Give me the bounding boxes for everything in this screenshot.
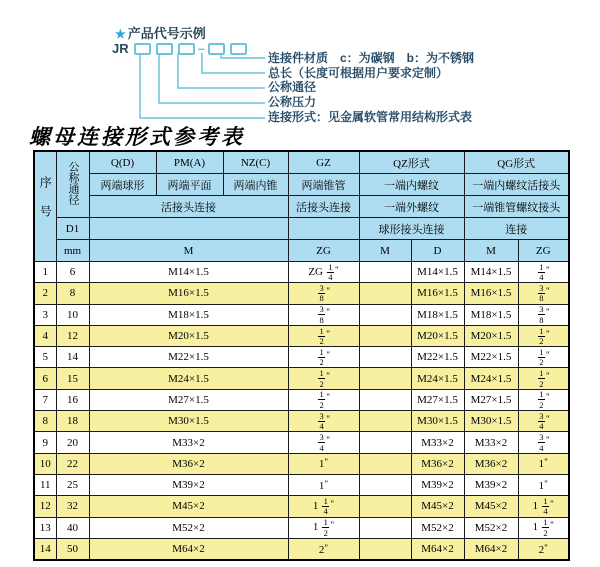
cell-m-thread: M45×2 (89, 496, 288, 517)
cell-qg-m: M14×1.5 (464, 262, 518, 283)
cell-qz-d: M16×1.5 (411, 283, 464, 304)
table-row (34, 453, 569, 474)
header-nominal-diameter: 公称通径 (56, 151, 89, 218)
cell-qg-zg: 1" (518, 474, 569, 495)
cell-qz-m (359, 283, 411, 304)
header-qd-sub: 两端球形 (89, 174, 156, 196)
header-mm: mm (56, 240, 89, 262)
code-prefix: JR (112, 41, 129, 56)
cell-gz-zg: ZG $\frac{1}{4}$ " (288, 262, 359, 283)
cell-mm: 8 (56, 283, 89, 304)
cell-qz-m (359, 304, 411, 325)
cell-qz-d: M20×1.5 (411, 325, 464, 346)
cell-qz-m (359, 411, 411, 432)
table-row (34, 283, 569, 304)
header-empty-gz (288, 218, 359, 240)
code-box-2 (156, 43, 173, 55)
cell-qg-m: M30×1.5 (464, 411, 518, 432)
cell-qg-zg: 1 $\frac{1}{2}$ " (518, 517, 569, 538)
table-row (34, 347, 569, 368)
cell-qz-m (359, 453, 411, 474)
cell-qg-m: M24×1.5 (464, 368, 518, 389)
cell-qz-d: M33×2 (411, 432, 464, 453)
callout-diameter: 公称通径 (268, 80, 317, 95)
cell-m-thread: M16×1.5 (89, 283, 288, 304)
cell-qz-m (359, 474, 411, 495)
cell-serial: 13 (34, 517, 56, 538)
cell-qz-m (359, 347, 411, 368)
cell-serial: 2 (34, 283, 56, 304)
example-label (115, 23, 206, 42)
header-ball-joint: 球形接头连接 (359, 218, 464, 240)
cell-qz-m (359, 389, 411, 410)
cell-serial: 4 (34, 325, 56, 346)
page-title: 螺母连接形式参考表 (29, 125, 245, 149)
cell-qg-m: M27×1.5 (464, 389, 518, 410)
callout-connection: 连接形式：见金属软管常用结构形式表 (268, 109, 473, 124)
cell-serial: 3 (34, 304, 56, 325)
reference-table (33, 150, 570, 561)
header-zg: ZG (288, 240, 359, 262)
cell-qg-m: M33×2 (464, 432, 518, 453)
cell-qg-m: M18×1.5 (464, 304, 518, 325)
callout-pressure: 公称压力 (268, 95, 317, 110)
header-qz-external: 一端外螺纹 (359, 196, 464, 218)
header-serial-no: 序号 (34, 151, 56, 262)
cell-qg-zg: 1" (518, 453, 569, 474)
cell-qg-zg: $\frac{1}{2}$ " (518, 325, 569, 346)
header-col-qz: QZ形式 (359, 151, 464, 174)
code-boxes (112, 41, 247, 56)
header-qz-d: D (411, 240, 464, 262)
cell-gz-zg: $\frac{3}{4}$ " (288, 432, 359, 453)
cell-m-thread: M39×2 (89, 474, 288, 495)
cell-gz-zg: 1" (288, 474, 359, 495)
cell-mm: 25 (56, 474, 89, 495)
cell-mm: 18 (56, 411, 89, 432)
cell-mm: 14 (56, 347, 89, 368)
cell-qg-m: M16×1.5 (464, 283, 518, 304)
cell-gz-zg: $\frac{3}{8}$ " (288, 283, 359, 304)
cell-mm: 16 (56, 389, 89, 410)
cell-gz-zg: 1 $\frac{1}{4}$ " (288, 496, 359, 517)
cell-serial: 8 (34, 411, 56, 432)
cell-qg-zg: $\frac{1}{2}$ " (518, 368, 569, 389)
cell-qg-zg: $\frac{3}{8}$ " (518, 304, 569, 325)
cell-qz-d: M18×1.5 (411, 304, 464, 325)
cell-qg-m: M52×2 (464, 517, 518, 538)
header-m-merged: M (89, 240, 288, 262)
cell-qz-m (359, 538, 411, 560)
cell-qz-d: M39×2 (411, 474, 464, 495)
table-row (34, 517, 569, 538)
example-label-text: 产品代号示例 (127, 26, 206, 41)
cell-mm: 15 (56, 368, 89, 389)
cell-qz-m (359, 517, 411, 538)
star-icon: ★ (115, 27, 126, 41)
cell-mm: 6 (56, 262, 89, 283)
callout-labels (268, 51, 474, 124)
cell-serial: 6 (34, 368, 56, 389)
header-nzc-sub: 两端内锥 (223, 174, 288, 196)
cell-gz-zg: $\frac{1}{2}$ " (288, 325, 359, 346)
cell-m-thread: M24×1.5 (89, 368, 288, 389)
cell-qz-d: M52×2 (411, 517, 464, 538)
header-col-nzc: NZ(C) (223, 151, 288, 174)
table-row (34, 262, 569, 283)
cell-qg-zg: $\frac{3}{8}$ " (518, 283, 569, 304)
cell-m-thread: M30×1.5 (89, 411, 288, 432)
cell-gz-zg: 1" (288, 453, 359, 474)
header-qz-m: M (359, 240, 411, 262)
table-row (34, 496, 569, 517)
header-col-qg: QG形式 (464, 151, 569, 174)
cell-gz-zg: 1 $\frac{1}{2}$ " (288, 517, 359, 538)
cell-mm: 22 (56, 453, 89, 474)
code-box-3 (178, 43, 195, 55)
cell-qg-zg: 2" (518, 538, 569, 560)
cell-mm: 12 (56, 325, 89, 346)
cell-qg-zg: $\frac{3}{4}$ " (518, 411, 569, 432)
cell-mm: 40 (56, 517, 89, 538)
cell-qz-d: M45×2 (411, 496, 464, 517)
header-qg-sub: 一端内螺纹活接头 (464, 174, 569, 196)
cell-serial: 10 (34, 453, 56, 474)
cell-m-thread: M33×2 (89, 432, 288, 453)
header-qg-m: M (464, 240, 518, 262)
cell-gz-zg: $\frac{3}{8}$ " (288, 304, 359, 325)
header-d1: D1 (56, 218, 89, 240)
cell-m-thread: M18×1.5 (89, 304, 288, 325)
cell-qz-d: M36×2 (411, 453, 464, 474)
cell-serial: 1 (34, 262, 56, 283)
cell-qz-d: M24×1.5 (411, 368, 464, 389)
table-row (34, 474, 569, 495)
table-row (34, 432, 569, 453)
cell-m-thread: M64×2 (89, 538, 288, 560)
table-row (34, 304, 569, 325)
code-box-5 (230, 43, 247, 55)
header-qg-zg: ZG (518, 240, 569, 262)
cell-qg-zg: $\frac{1}{2}$ " (518, 347, 569, 368)
cell-m-thread: M22×1.5 (89, 347, 288, 368)
cell-qg-m: M20×1.5 (464, 325, 518, 346)
cell-mm: 10 (56, 304, 89, 325)
cell-qg-zg: $\frac{1}{2}$ " (518, 389, 569, 410)
cell-gz-zg: $\frac{1}{2}$ " (288, 368, 359, 389)
cell-gz-zg: $\frac{1}{2}$ " (288, 389, 359, 410)
header-gz-sub: 两端锥管 (288, 174, 359, 196)
header-gz-union: 活接头连接 (288, 196, 359, 218)
cell-qg-m: M64×2 (464, 538, 518, 560)
code-box-4 (208, 43, 225, 55)
cell-serial: 5 (34, 347, 56, 368)
cell-qz-d: M27×1.5 (411, 389, 464, 410)
cell-serial: 12 (34, 496, 56, 517)
header-empty-left (89, 218, 288, 240)
header-qz-sub: 一端内螺纹 (359, 174, 464, 196)
cell-gz-zg: $\frac{3}{4}$ " (288, 411, 359, 432)
cell-qz-d: M64×2 (411, 538, 464, 560)
cell-serial: 9 (34, 432, 56, 453)
header-pma-sub: 两端平面 (156, 174, 223, 196)
cell-qz-m (359, 325, 411, 346)
cell-qz-d: M22×1.5 (411, 347, 464, 368)
cell-qz-d: M30×1.5 (411, 411, 464, 432)
callout-length: 总长（长度可根据用户要求定制） (268, 65, 449, 80)
cell-gz-zg: 2" (288, 538, 359, 560)
header-union-connection: 活接头连接 (89, 196, 288, 218)
table-row (34, 368, 569, 389)
cell-serial: 11 (34, 474, 56, 495)
cell-qg-zg: $\frac{3}{4}$ " (518, 432, 569, 453)
table-row (34, 538, 569, 560)
cell-gz-zg: $\frac{1}{2}$ " (288, 347, 359, 368)
cell-qz-m (359, 432, 411, 453)
cell-qz-m (359, 262, 411, 283)
cell-qg-m: M22×1.5 (464, 347, 518, 368)
header-connect: 连接 (464, 218, 569, 240)
cell-qg-m: M45×2 (464, 496, 518, 517)
cell-m-thread: M36×2 (89, 453, 288, 474)
cell-qg-m: M39×2 (464, 474, 518, 495)
header-qg-taper: 一端锥管螺纹接头 (464, 196, 569, 218)
cell-qg-zg: 1 $\frac{1}{4}$ " (518, 496, 569, 517)
cell-m-thread: M20×1.5 (89, 325, 288, 346)
cell-m-thread: M14×1.5 (89, 262, 288, 283)
cell-qz-m (359, 368, 411, 389)
table-body (34, 262, 569, 561)
table-row (34, 325, 569, 346)
cell-mm: 20 (56, 432, 89, 453)
cell-serial: 7 (34, 389, 56, 410)
cell-mm: 50 (56, 538, 89, 560)
cell-qg-m: M36×2 (464, 453, 518, 474)
header-col-gz: GZ (288, 151, 359, 174)
code-dash: – (197, 40, 205, 56)
table-row (34, 411, 569, 432)
cell-qz-d: M14×1.5 (411, 262, 464, 283)
code-box-1 (134, 43, 151, 55)
header-col-pma: PM(A) (156, 151, 223, 174)
cell-qz-m (359, 496, 411, 517)
table-row (34, 389, 569, 410)
cell-m-thread: M27×1.5 (89, 389, 288, 410)
cell-serial: 14 (34, 538, 56, 560)
cell-mm: 32 (56, 496, 89, 517)
cell-m-thread: M52×2 (89, 517, 288, 538)
header-col-qd: Q(D) (89, 151, 156, 174)
cell-qg-zg: $\frac{1}{4}$ " (518, 262, 569, 283)
callout-material: 连接件材质 c：为碳钢 b：为不锈钢 (268, 51, 475, 65)
